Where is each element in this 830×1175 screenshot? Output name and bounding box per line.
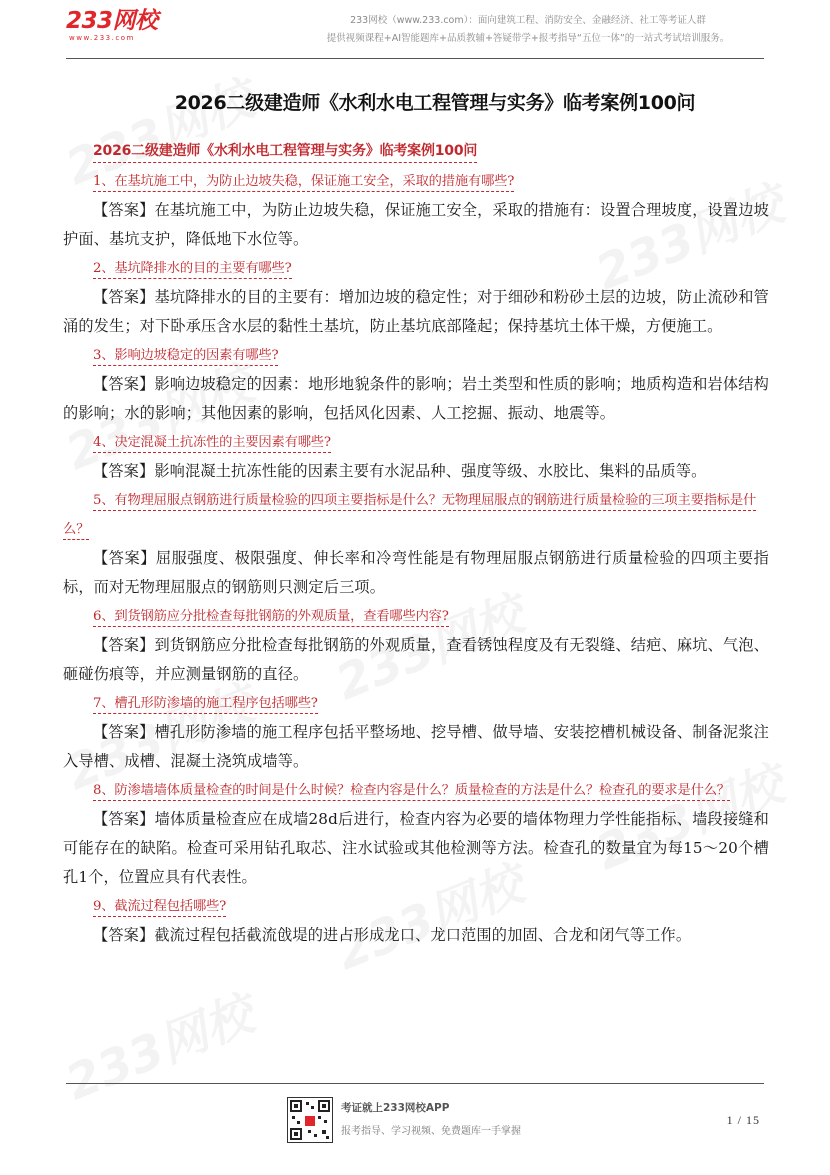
question-9: 9、截流过程包括哪些? <box>63 892 769 921</box>
question-7: 7、槽孔形防渗墙的施工程序包括哪些? <box>63 689 769 718</box>
header-divider <box>66 58 764 59</box>
question-4: 4、决定混凝土抗冻性的主要因素有哪些? <box>63 428 769 457</box>
section-title: 2026二级建造师《水利水电工程管理与实务》临考案例100问 <box>93 140 477 163</box>
answer-6: 【答案】到货钢筋应分批检查每批钢筋的外观质量，查看锈蚀程度及有无裂缝、结疤、麻坑、气泡、砸碰伤痕等，并应测量钢筋的直径。 <box>63 636 769 683</box>
footer-slogan: 报考指导、学习视频、免费题库一手掌握 <box>341 1126 521 1137</box>
answer-9: 【答案】截流过程包括截流戗堤的进占形成龙口、龙口范围的加固、合龙和闭气等工作。 <box>93 926 692 944</box>
header-info-line-2: 提供视频课程+AI智能题库+品质教辅+答疑带学+报考指导“五位一体”的一站式考试培训服务。 <box>326 33 730 44</box>
answer-1: 【答案】在基坑施工中，为防止边坡失稳，保证施工安全，采取的措施有：设置合理坡度，设置边坡护面、基坑支护，降低地下水位等。 <box>63 201 769 248</box>
question-6: 6、到货钢筋应分批检查每批钢筋的外观质量，查看哪些内容? <box>63 602 769 631</box>
document-body <box>63 140 769 950</box>
page-number: 1 / 15 <box>726 1113 760 1127</box>
brand-logo <box>66 8 158 42</box>
page-header <box>0 0 830 60</box>
header-info-line-1: 233网校（www.233.com）：面向建筑工程、消防安全、金融经济、社工等考证人群 <box>350 15 706 26</box>
answer-7: 【答案】槽孔形防渗墙的施工程序包括平整场地、挖导槽、做导墙、安装挖槽机械设备、制备泥浆注入导槽、成槽、混凝土浇筑成墙等。 <box>63 723 769 770</box>
question-3: 3、影响边坡稳定的因素有哪些? <box>63 341 769 370</box>
answer-4: 【答案】影响混凝土抗冻性能的因素主要有水泥品种、强度等级、水胶比、集料的品质等。 <box>93 462 707 480</box>
answer-2: 【答案】基坑降排水的目的主要有：增加边坡的稳定性；对于细砂和粉砂土层的边坡，防止流砂和管涌的发生；对下卧承压含水层的黏性土基坑，防止基坑底部隆起；保持基坑土体干燥，方便施工。 <box>63 288 769 335</box>
question-2: 2、基坑降排水的目的主要有哪些? <box>63 254 769 283</box>
question-5: 5、有物理屈服点钢筋进行质量检验的四项主要指标是什么？无物理屈服点的钢筋进行质量检验的三项主要指标是什么？ <box>63 486 769 544</box>
footer-divider <box>66 1083 764 1084</box>
logo-url: www.233.com <box>69 34 135 42</box>
answer-5: 【答案】屈服强度、极限强度、伸长率和冷弯性能是有物理屈服点钢筋进行质量检验的四项主要指标，而对无物理屈服点的钢筋则只测定后三项。 <box>63 549 769 596</box>
footer-app-text: 考证就上233网校APP <box>341 1102 450 1114</box>
question-1: 1、在基坑施工中，为防止边坡失稳，保证施工安全，采取的措施有哪些? <box>63 167 769 196</box>
answer-3: 【答案】影响边坡稳定的因素：地形地貌条件的影响；岩土类型和性质的影响；地质构造和岩体结构的影响；水的影响；其他因素的影响，包括风化因素、人工挖掘、振动、地震等。 <box>63 375 769 422</box>
logo-text: 233网校 <box>66 8 158 34</box>
watermark <box>54 976 262 1113</box>
answer-8: 【答案】墙体质量检查应在成墙28d后进行，检查内容为必要的墙体物理力学性能指标、墙段接缝和可能存在的缺陷。检查可采用钻孔取芯、注水试验或其他检测等方法。检查孔的数量宜为每15～20个槽孔1个，位置应具有代表性。 <box>63 810 769 886</box>
qr-code-icon <box>287 1097 333 1143</box>
document-title: 2026二级建造师《水利水电工程管理与实务》临考案例100问 <box>174 92 696 114</box>
question-8: 8、防渗墙墙体质量检查的时间是什么时候？检查内容是什么？质量检查的方法是什么？检查孔的要求是什么？ <box>63 776 769 805</box>
header-info <box>298 12 758 48</box>
